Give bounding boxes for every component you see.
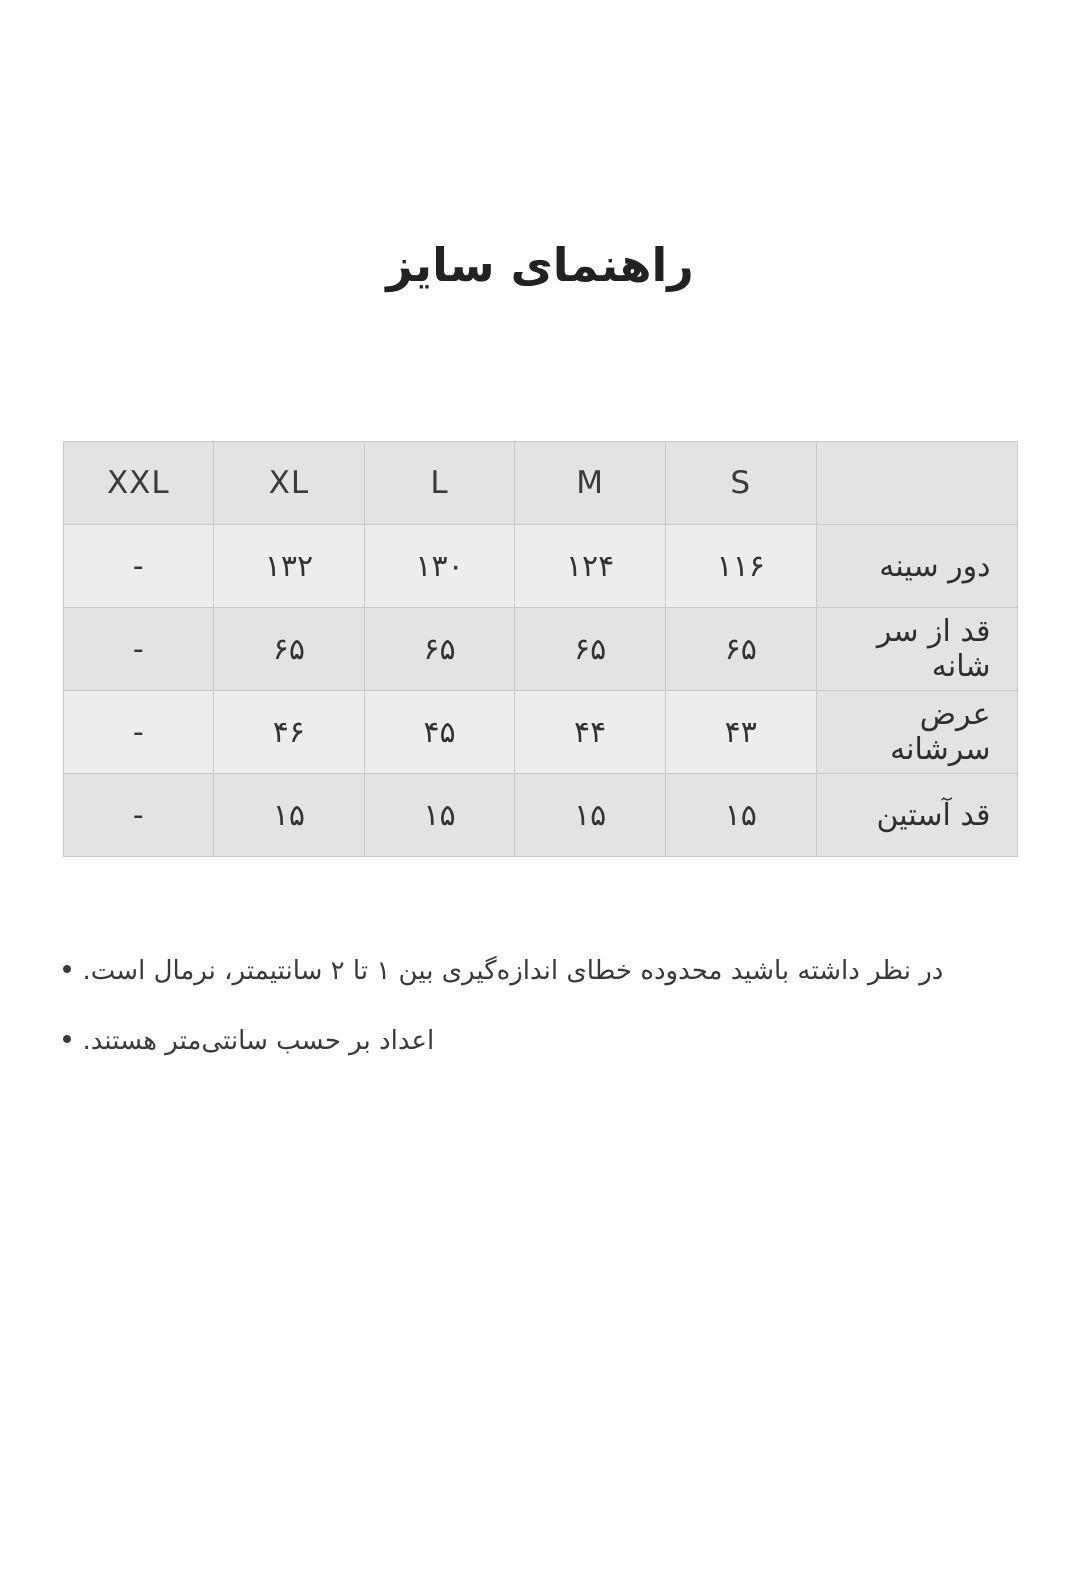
- cell-sleeve-length-m: ۱۵: [515, 774, 666, 857]
- cell-chest-l: ۱۳۰: [364, 525, 515, 608]
- cell-shoulder-width-xxl: -: [63, 691, 214, 774]
- column-header-xl: XL: [214, 442, 365, 525]
- cell-shoulder-length-xl: ۶۵: [214, 608, 365, 691]
- table-row: [63, 525, 1017, 608]
- column-header-xxl: XXL: [63, 442, 214, 525]
- cell-chest-s: ۱۱۶: [665, 525, 816, 608]
- row-label-chest: دور سینه: [816, 525, 1017, 608]
- cell-sleeve-length-xxl: -: [63, 774, 214, 857]
- table-header-row: [63, 442, 1017, 525]
- row-label-sleeve-length: قد آستین: [816, 774, 1017, 857]
- notes-list: [63, 949, 1018, 1063]
- column-header-l: L: [364, 442, 515, 525]
- cell-shoulder-width-l: ۴۵: [364, 691, 515, 774]
- list-item: [63, 1019, 1018, 1063]
- list-item: [63, 949, 1018, 993]
- cell-shoulder-length-m: ۶۵: [515, 608, 666, 691]
- cell-chest-xxl: -: [63, 525, 214, 608]
- cell-shoulder-length-s: ۶۵: [665, 608, 816, 691]
- table-row: [63, 608, 1017, 691]
- table-row: [63, 774, 1017, 857]
- size-guide-page: [0, 238, 1080, 1577]
- bullet-icon: [63, 1035, 71, 1043]
- column-header-m: M: [515, 442, 666, 525]
- cell-chest-xl: ۱۳۲: [214, 525, 365, 608]
- size-table-container: [63, 441, 1018, 857]
- cell-shoulder-length-l: ۶۵: [364, 608, 515, 691]
- cell-sleeve-length-l: ۱۵: [364, 774, 515, 857]
- page-title: راهنمای سایز: [386, 238, 694, 292]
- cell-shoulder-width-xl: ۴۶: [214, 691, 365, 774]
- cell-sleeve-length-xl: ۱۵: [214, 774, 365, 857]
- note-text-unit: اعداد بر حسب سانتی‌متر هستند.: [82, 1026, 435, 1057]
- size-table: [63, 441, 1018, 857]
- row-label-shoulder-width: عرض سرشانه: [816, 691, 1017, 774]
- cell-shoulder-length-xxl: -: [63, 608, 214, 691]
- size-table-body: [63, 525, 1017, 857]
- cell-chest-m: ۱۲۴: [515, 525, 666, 608]
- column-header-s: S: [665, 442, 816, 525]
- cell-shoulder-width-m: ۴۴: [515, 691, 666, 774]
- row-label-shoulder-length: قد از سر شانه: [816, 608, 1017, 691]
- note-text-measurement-tolerance: در نظر داشته باشید محدوده خطای اندازه‌گیری بین ۱ تا ۲ سانتیمتر، نرمال است.: [82, 956, 944, 987]
- cell-shoulder-width-s: ۴۳: [665, 691, 816, 774]
- bullet-icon: [63, 965, 71, 973]
- size-table-head: [63, 442, 1017, 525]
- table-corner-cell: [816, 442, 1017, 525]
- table-row: [63, 691, 1017, 774]
- cell-sleeve-length-s: ۱۵: [665, 774, 816, 857]
